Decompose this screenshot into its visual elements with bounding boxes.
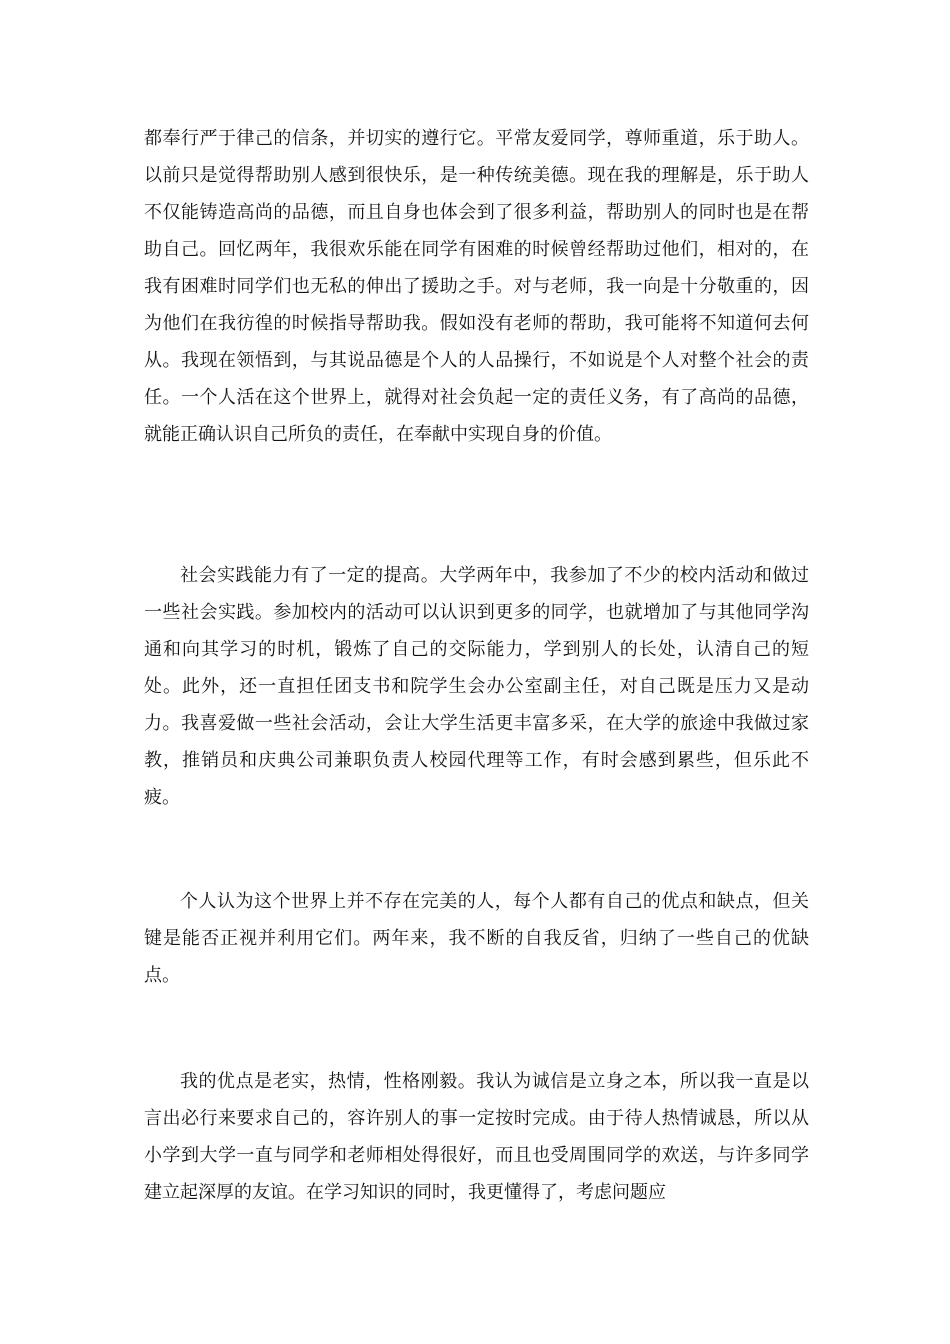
paragraph-self-reflection: 个人认为这个世界上并不存在完美的人，每个人都有自己的优点和缺点，但关键是能否正视并利用它们。两年来，我不断的自我反省，归纳了一些自己的优缺点。 xyxy=(144,891,809,986)
paragraph-character: 都奉行严于律己的信条，并切实的遵行它。平常友爱同学，尊师重道，乐于助人。以前只是觉得帮助别人感到很快乐，是一种传统美德。现在我的理解是，乐于助人不仅能铸造高尚的品德，而且自身也体会到了很多利益，帮助别人的同时也是在帮助自己。回忆两年，我很欢乐能在同学有困难的时候曾经帮助过他们，相对的，在我有困难时同学们也无私的伸出了援助之手。对与老师，我一向是十分敬重的，因为他们在我彷徨的时候指导帮助我。假如没有老师的帮助，我可能将不知道何去何从。我现在领悟到，与其说品德是个人的人品操行，不如说是个人对整个社会的责任。一个人活在这个世界上，就得对社会负起一定的责任义务，有了高尚的品德，就能正确认识自己所负的责任，在奉献中实现自身的价值。 xyxy=(144,128,809,445)
paragraph-strengths: 我的优点是老实，热情，性格刚毅。我认为诚信是立身之本，所以我一直是以言出必行来要求自己的，容许别人的事一定按时完成。由于待人热情诚恳，所以从小学到大学一直与同学和老师相处得很好，而且也受周围同学的欢送，与许多同学建立起深厚的友谊。在学习知识的同时，我更懂得了，考虑问题应 xyxy=(144,1071,809,1203)
paragraph-social-practice: 社会实践能力有了一定的提高。大学两年中，我参加了不少的校内活动和做过一些社会实践。参加校内的活动可以认识到更多的同学，也就增加了与其他同学沟通和向其学习的时机，锻炼了自己的交际能力，学到别人的长处，认清自己的短处。此外，还一直担任团支书和院学生会办公室副主任，对自己既是压力又是动力。我喜爱做一些社会活动，会让大学生活更丰富多采，在大学的旅途中我做过家教，推销员和庆典公司兼职负责人校园代理等工作，有时会感到累些，但乐此不疲。 xyxy=(144,565,809,808)
